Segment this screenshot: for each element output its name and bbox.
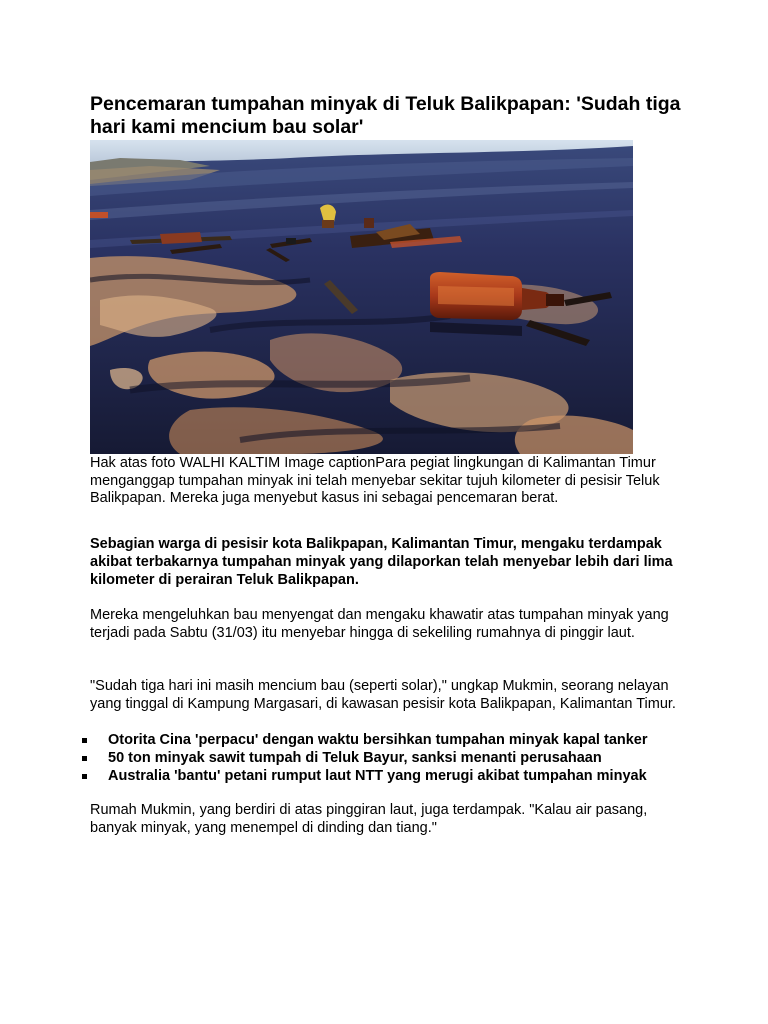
related-link-text[interactable]: Australia 'bantu' petani rumput laut NTT yang merugi akibat tumpahan minyak — [108, 768, 647, 784]
related-links-list — [82, 731, 702, 785]
article-paragraph: Mereka mengeluhkan bau menyengat dan mengaku khawatir atas tumpahan minyak yang terjadi pada Sabtu (31/03) itu menyebar hingga di sekeliling rumahnya di pinggir laut. — [90, 607, 669, 641]
article-paragraph: Rumah Mukmin, yang berdiri di atas pinggiran laut, juga terdampak. "Kalau air pasang, banyak minyak, yang menempel di dinding dan tiang." — [90, 802, 648, 836]
bullet-icon — [82, 756, 87, 761]
related-link[interactable] — [82, 749, 702, 767]
related-link[interactable] — [82, 767, 702, 785]
article-title: Pencemaran tumpahan minyak di Teluk Balikpapan: 'Sudah tiga hari kami mencium bau solar' — [90, 93, 681, 138]
related-link-text[interactable]: Otorita Cina 'perpacu' dengan waktu bersihkan tumpahan minyak kapal tanker — [108, 732, 648, 748]
article-lead: Sebagian warga di pesisir kota Balikpapan, Kalimantan Timur, mengaku terdampak akibat terbakarnya tumpahan minyak yang dilaporkan telah menyebar lebih dari lima kilometer di perairan Teluk Balikpapan. — [90, 536, 673, 588]
article-paragraph: "Sudah tiga hari ini masih mencium bau (seperti solar)," ungkap Mukmin, seorang nelayan yang tinggal di Kampung Margasari, di kawasan pesisir kota Balikpapan, Kalimantan Timur. — [90, 678, 676, 712]
bullet-icon — [82, 738, 87, 743]
bullet-icon — [82, 774, 87, 779]
related-link[interactable] — [82, 731, 702, 749]
photo-caption: Hak atas foto WALHI KALTIM Image captionPara pegiat lingkungan di Kalimantan Timur menganggap tumpahan minyak ini telah menyebar sekitar tujuh kilometer di pesisir Teluk Balikpapan. Mereka juga menyebut kasus ini sebagai pencemaran berat. — [90, 455, 660, 506]
article-photo — [90, 140, 633, 454]
related-link-text[interactable]: 50 ton minyak sawit tumpah di Teluk Bayur, sanksi menanti perusahaan — [108, 750, 602, 766]
